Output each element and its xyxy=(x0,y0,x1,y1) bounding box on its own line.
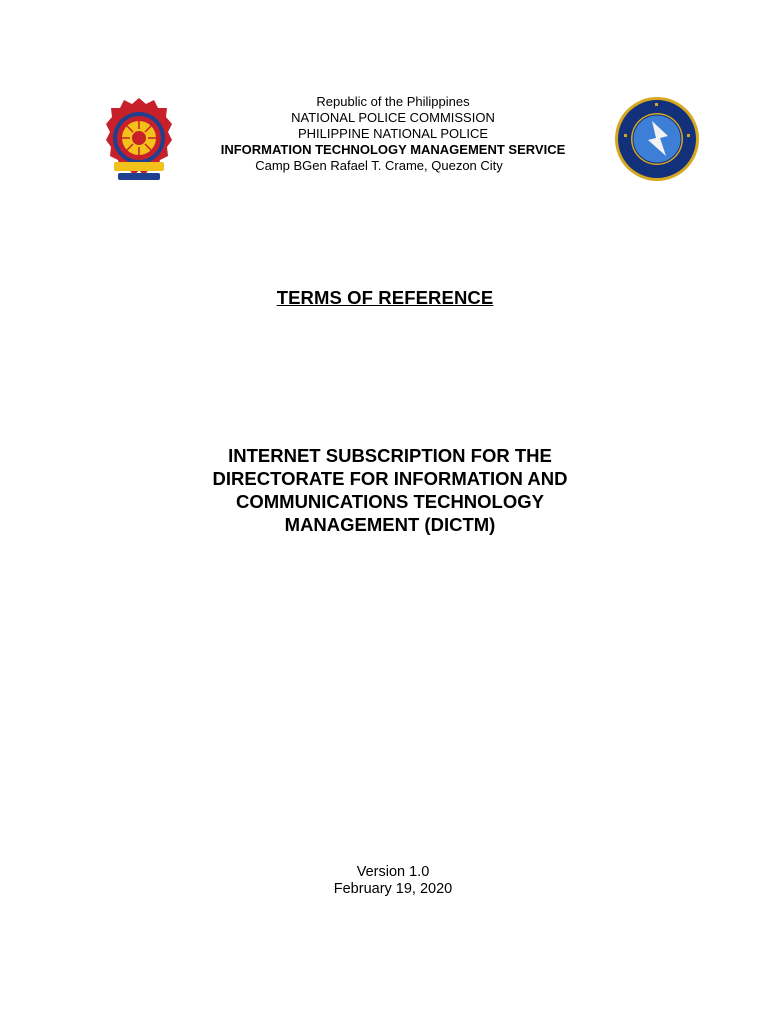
document-subject xyxy=(0,444,770,536)
version-label: Version 1.0 xyxy=(356,864,430,880)
header-address: Camp BGen Rafael T. Crame, Quezon City xyxy=(255,158,503,173)
subject-line: MANAGEMENT (DICTM) xyxy=(284,514,496,535)
header-office: INFORMATION TECHNOLOGY MANAGEMENT SERVICE xyxy=(220,142,566,157)
subject-line: DIRECTORATE FOR INFORMATION AND xyxy=(212,468,568,489)
header-commission: NATIONAL POLICE COMMISSION xyxy=(291,110,495,125)
document-title: TERMS OF REFERENCE xyxy=(276,287,494,308)
subject-line: INTERNET SUBSCRIPTION FOR THE xyxy=(228,445,552,466)
version-block xyxy=(0,864,770,898)
letterhead xyxy=(0,94,770,174)
version-date: February 19, 2020 xyxy=(333,881,453,897)
subject-line: COMMUNICATIONS TECHNOLOGY xyxy=(236,491,544,512)
header-agency: PHILIPPINE NATIONAL POLICE xyxy=(298,126,488,141)
header-country: Republic of the Philippines xyxy=(316,94,470,109)
